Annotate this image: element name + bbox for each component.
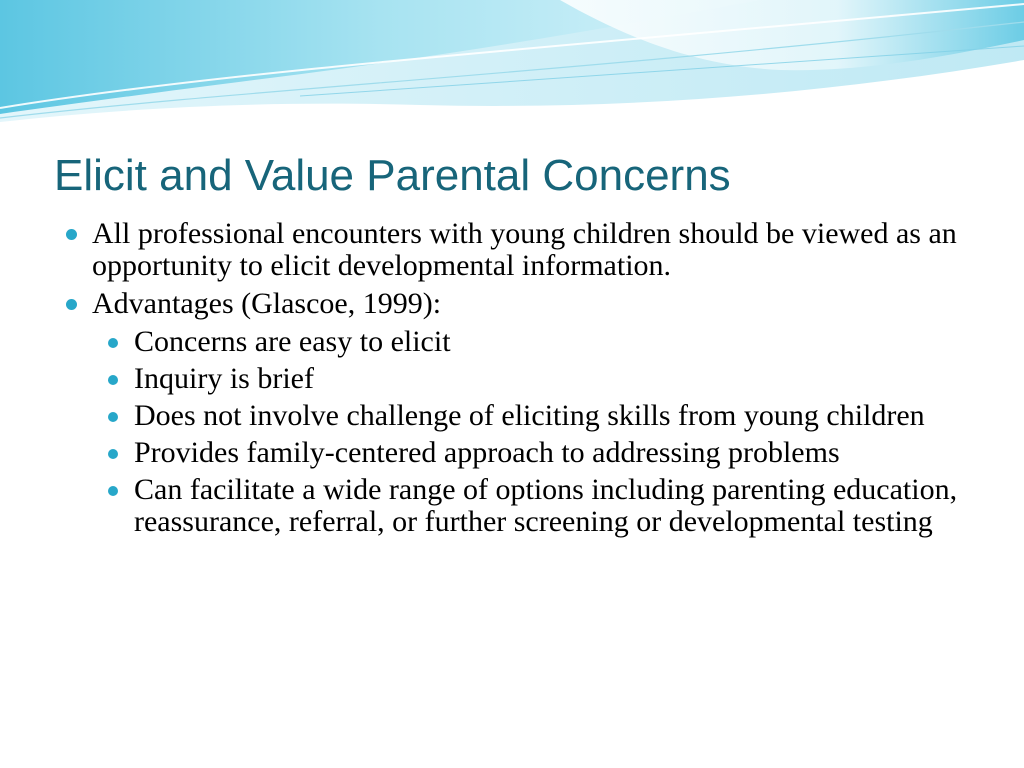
sub-bullet-item <box>106 400 964 432</box>
sub-bullet-text: Concerns are easy to elicit <box>134 325 451 358</box>
sub-bullet-text: Does not involve challenge of eliciting skills from young children <box>134 399 925 432</box>
sub-bullet-text: Inquiry is brief <box>134 362 314 395</box>
bullet-dot-icon <box>108 449 118 459</box>
sub-bullet-item <box>106 326 964 358</box>
sub-bullet-item <box>106 363 964 395</box>
bullet-list <box>64 218 964 544</box>
bullet-dot-icon <box>108 338 118 348</box>
slide-title: Elicit and Value Parental Concerns <box>54 151 731 200</box>
header-wave-decoration <box>0 0 1024 130</box>
sub-bullet-text: Provides family-centered approach to addressing problems <box>134 436 840 469</box>
bullet-dot-icon <box>108 375 118 385</box>
sub-bullet-list <box>92 326 964 538</box>
bullet-dot-icon <box>108 486 118 496</box>
bullet-text: Advantages (Glascoe, 1999): <box>92 287 442 320</box>
bullet-dot-icon <box>108 412 118 422</box>
bullet-text: All professional encounters with young children should be viewed as an opportunity to elicit developmental information. <box>92 217 957 282</box>
bullet-dot-icon <box>66 299 77 310</box>
sub-bullet-item <box>106 437 964 469</box>
sub-bullet-text: Can facilitate a wide range of options including parenting education, reassurance, referral, or further screening or developmental testing <box>134 473 958 538</box>
bullet-dot-icon <box>66 229 77 240</box>
sub-bullet-item <box>106 474 964 538</box>
bullet-item <box>64 288 964 538</box>
bullet-item <box>64 218 964 282</box>
